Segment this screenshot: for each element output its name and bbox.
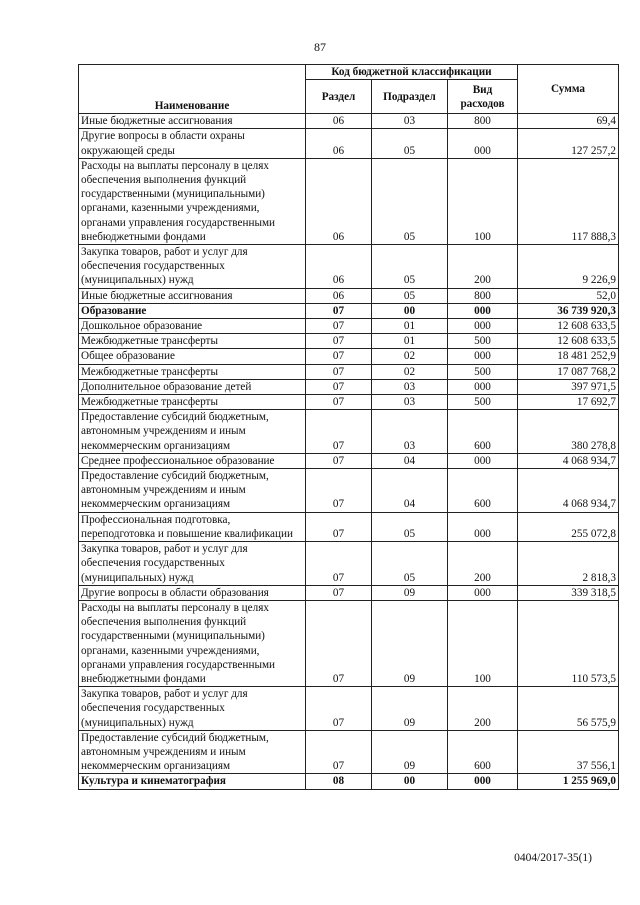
table-row [79, 288, 619, 303]
row-section: 07 [306, 379, 372, 394]
row-expense-type: 800 [448, 114, 518, 129]
row-sum: 255 072,8 [518, 512, 619, 541]
row-expense-type: 600 [448, 469, 518, 513]
row-subsection: 05 [372, 245, 448, 289]
row-section: 06 [306, 158, 372, 244]
row-name: Среднее профессиональное образование [79, 453, 306, 468]
table-row [79, 774, 619, 789]
row-name: Межбюджетные трансферты [79, 364, 306, 379]
row-name: Иные бюджетные ассигнования [79, 114, 306, 129]
row-subsection: 02 [372, 349, 448, 364]
row-section: 06 [306, 114, 372, 129]
row-name: Общее образование [79, 349, 306, 364]
row-subsection: 05 [372, 512, 448, 541]
row-sum: 17 087 768,2 [518, 364, 619, 379]
row-subsection: 04 [372, 453, 448, 468]
row-expense-type: 800 [448, 288, 518, 303]
row-subsection: 01 [372, 334, 448, 349]
row-name: Расходы на выплаты персоналу в целях обеспечения выполнения функций государственными (муниципальными) органами, казенными учреждениями, органами управления государственными внебюджетными фондами [79, 158, 306, 244]
row-expense-type: 100 [448, 600, 518, 686]
row-subsection: 05 [372, 158, 448, 244]
row-subsection: 05 [372, 542, 448, 586]
table-row [79, 453, 619, 468]
row-subsection: 02 [372, 364, 448, 379]
row-subsection: 09 [372, 730, 448, 774]
row-sum: 110 573,5 [518, 600, 619, 686]
page-number: 87 [314, 40, 326, 54]
row-name: Дополнительное образование детей [79, 379, 306, 394]
row-section: 07 [306, 512, 372, 541]
header-code-group: Код бюджетной классификации [306, 65, 518, 80]
table-row [79, 542, 619, 586]
row-expense-type: 000 [448, 585, 518, 600]
table-row [79, 469, 619, 513]
row-section: 07 [306, 542, 372, 586]
row-expense-type: 000 [448, 512, 518, 541]
row-sum: 9 226,9 [518, 245, 619, 289]
row-section: 07 [306, 453, 372, 468]
header-name: Наименование [79, 65, 306, 114]
row-name: Другие вопросы в области охраны окружающей среды [79, 129, 306, 158]
row-name: Дошкольное образование [79, 319, 306, 334]
header-expense-type: Вид расходов [448, 80, 518, 114]
row-name: Закупка товаров, работ и услуг для обеспечения государственных (муниципальных) нужд [79, 542, 306, 586]
row-subsection: 03 [372, 395, 448, 410]
row-section: 07 [306, 395, 372, 410]
row-section: 06 [306, 245, 372, 289]
row-section: 07 [306, 469, 372, 513]
row-name: Предоставление субсидий бюджетным, автономным учреждениям и иным некоммерческим организациям [79, 469, 306, 513]
table-row [79, 245, 619, 289]
row-expense-type: 500 [448, 395, 518, 410]
row-subsection: 09 [372, 687, 448, 731]
table-row [79, 319, 619, 334]
budget-table [78, 64, 619, 790]
row-subsection: 00 [372, 774, 448, 789]
row-expense-type: 500 [448, 364, 518, 379]
row-expense-type: 000 [448, 379, 518, 394]
row-sum: 127 257,2 [518, 129, 619, 158]
header-subsection: Подраздел [372, 80, 448, 114]
table-row [79, 364, 619, 379]
row-name: Закупка товаров, работ и услуг для обеспечения государственных (муниципальных) нужд [79, 245, 306, 289]
row-section: 06 [306, 288, 372, 303]
header-sum: Сумма [518, 65, 619, 114]
table-row [79, 395, 619, 410]
row-subsection: 05 [372, 288, 448, 303]
table-row [79, 687, 619, 731]
row-name: Профессиональная подготовка, переподготовка и повышение квалификации [79, 512, 306, 541]
row-subsection: 00 [372, 303, 448, 318]
row-sum: 2 818,3 [518, 542, 619, 586]
row-sum: 4 068 934,7 [518, 469, 619, 513]
row-sum: 56 575,9 [518, 687, 619, 731]
row-name: Межбюджетные трансферты [79, 395, 306, 410]
table-row [79, 114, 619, 129]
row-sum: 1 255 969,0 [518, 774, 619, 789]
row-subsection: 03 [372, 410, 448, 454]
row-expense-type: 200 [448, 542, 518, 586]
row-sum: 339 318,5 [518, 585, 619, 600]
table-row [79, 349, 619, 364]
row-subsection: 05 [372, 129, 448, 158]
row-sum: 397 971,5 [518, 379, 619, 394]
row-sum: 4 068 934,7 [518, 453, 619, 468]
table-row [79, 129, 619, 158]
row-subsection: 03 [372, 114, 448, 129]
document-code: 0404/2017-35(1) [514, 852, 592, 864]
row-subsection: 04 [372, 469, 448, 513]
row-subsection: 03 [372, 379, 448, 394]
row-name: Культура и кинематография [79, 774, 306, 789]
header-section: Раздел [306, 80, 372, 114]
table-row [79, 585, 619, 600]
row-sum: 52,0 [518, 288, 619, 303]
row-sum: 36 739 920,3 [518, 303, 619, 318]
table-row [79, 512, 619, 541]
row-expense-type: 000 [448, 774, 518, 789]
row-expense-type: 000 [448, 319, 518, 334]
row-sum: 37 556,1 [518, 730, 619, 774]
table-row [79, 379, 619, 394]
row-section: 08 [306, 774, 372, 789]
row-section: 07 [306, 687, 372, 731]
row-name: Иные бюджетные ассигнования [79, 288, 306, 303]
row-sum: 17 692,7 [518, 395, 619, 410]
row-expense-type: 600 [448, 730, 518, 774]
row-expense-type: 200 [448, 687, 518, 731]
row-expense-type: 000 [448, 453, 518, 468]
row-sum: 69,4 [518, 114, 619, 129]
row-subsection: 01 [372, 319, 448, 334]
row-expense-type: 100 [448, 158, 518, 244]
row-expense-type: 000 [448, 349, 518, 364]
row-expense-type: 000 [448, 129, 518, 158]
table-row [79, 730, 619, 774]
row-name: Межбюджетные трансферты [79, 334, 306, 349]
table-body [79, 114, 619, 789]
row-section: 06 [306, 129, 372, 158]
row-section: 07 [306, 730, 372, 774]
table-row [79, 600, 619, 686]
row-expense-type: 500 [448, 334, 518, 349]
row-expense-type: 000 [448, 303, 518, 318]
row-section: 07 [306, 410, 372, 454]
row-section: 07 [306, 319, 372, 334]
table-row [79, 410, 619, 454]
row-subsection: 09 [372, 600, 448, 686]
row-sum: 12 608 633,5 [518, 334, 619, 349]
row-section: 07 [306, 364, 372, 379]
row-name: Закупка товаров, работ и услуг для обеспечения государственных (муниципальных) нужд [79, 687, 306, 731]
row-name: Предоставление субсидий бюджетным, автономным учреждениям и иным некоммерческим организациям [79, 730, 306, 774]
row-section: 07 [306, 349, 372, 364]
row-section: 07 [306, 585, 372, 600]
row-name: Образование [79, 303, 306, 318]
row-sum: 380 278,8 [518, 410, 619, 454]
row-subsection: 09 [372, 585, 448, 600]
row-name: Другие вопросы в области образования [79, 585, 306, 600]
table-row [79, 303, 619, 318]
row-section: 07 [306, 303, 372, 318]
table-row [79, 334, 619, 349]
row-sum: 18 481 252,9 [518, 349, 619, 364]
row-name: Расходы на выплаты персоналу в целях обеспечения выполнения функций государственными (муниципальными) органами, казенными учреждениями, органами управления государственными внебюджетными фондами [79, 600, 306, 686]
table-row [79, 158, 619, 244]
row-sum: 117 888,3 [518, 158, 619, 244]
row-name: Предоставление субсидий бюджетным, автономным учреждениям и иным некоммерческим организациям [79, 410, 306, 454]
row-section: 07 [306, 334, 372, 349]
row-section: 07 [306, 600, 372, 686]
row-expense-type: 600 [448, 410, 518, 454]
row-expense-type: 200 [448, 245, 518, 289]
row-sum: 12 608 633,5 [518, 319, 619, 334]
